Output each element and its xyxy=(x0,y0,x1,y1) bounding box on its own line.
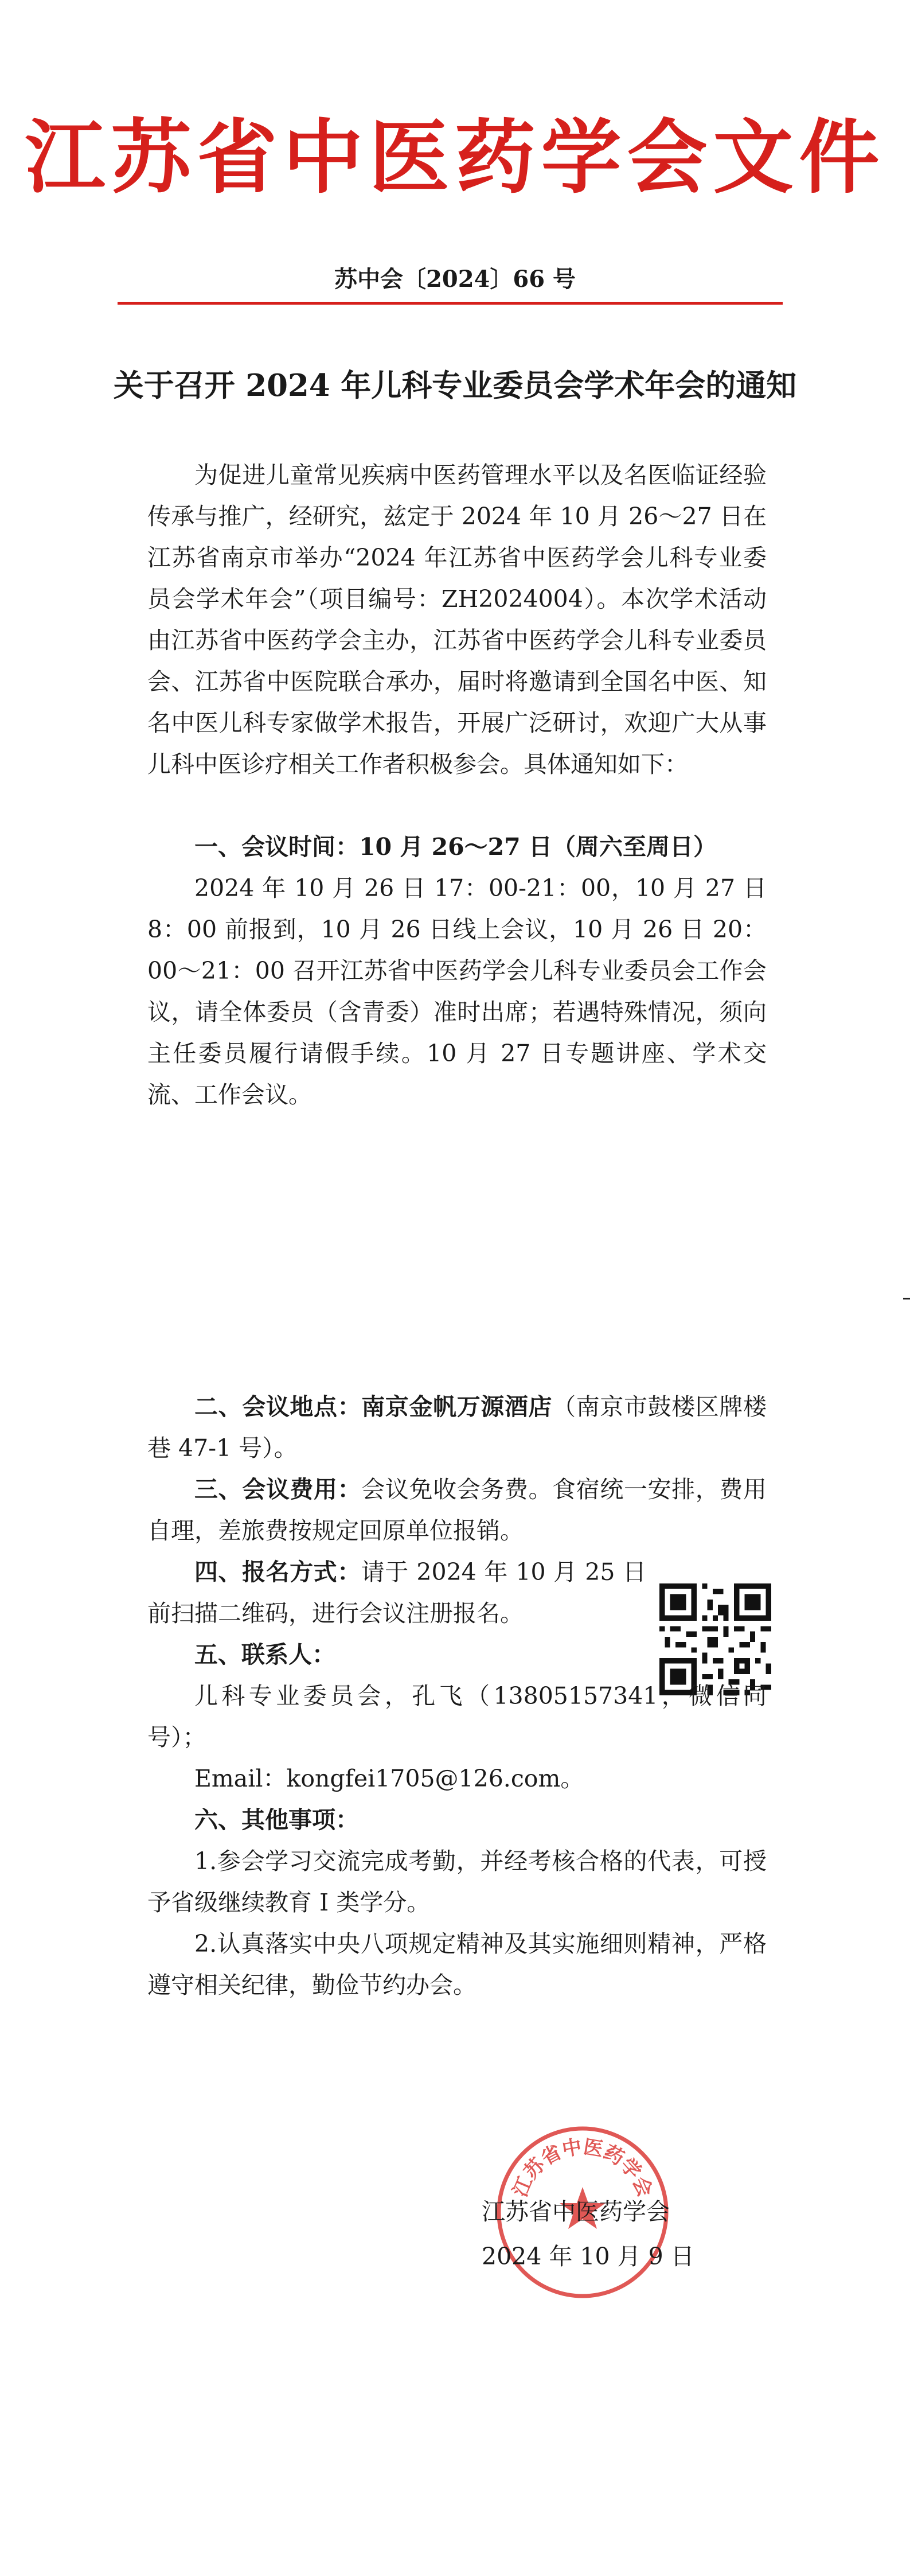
section-fee-heading: 三、会议费用： xyxy=(194,1476,362,1503)
other-item-1: 1.参会学习交流完成考勤，并经考核合格的代表，可授予省级继续教育 I 类学分。 xyxy=(147,1847,767,1916)
seal-text: 江苏省中医药学会 xyxy=(508,2135,657,2201)
section-time-body: 2024 年 10 月 26 日 17：00-21：00，10 月 27 日 8：00 前报到，10 月 26 日线上会议，10 月 26 日 20：00～21：00 召开江苏省中医药学会儿科专业委员会工作会议，请全体委员（含青委）准时出席；若遇特殊情况，须向主任委员履行请假手续。10 月 27 日专题讲座、学术交流、工作会议。 xyxy=(147,874,767,1108)
section-fee-body: 会议免收会务费。食宿统一安排，费用自理，差旅费按规定回原单位报销。 xyxy=(147,1476,767,1544)
intro-paragraph: 为促进儿童常见疾病中医药管理水平以及名医临证经验传承与推广，经研究，兹定于 2024 年 10 月 26～27 日在江苏省南京市举办“2024 年江苏省中医药学会儿科专业委员会学术年会”（项目编号：ZH2024004）。本次学术活动由江苏省中医药学会主办，江苏省中医药学会儿科专业委员会、江苏省中医院联合承办，届时将邀请到全国名中医、知名中医儿科专家做学术报告，开展广泛研讨，欢迎广大从事儿科中医诊疗相关工作者积极参会。具体通知如下： xyxy=(147,461,767,778)
page-divider xyxy=(903,1298,910,1299)
section-register-body: 请于 2024 年 10 月 25 日前扫描二维码，进行会议注册报名。 xyxy=(147,1558,647,1627)
contact-line: 儿科专业委员会，孔飞（13805157341，微信同号）； xyxy=(147,1682,767,1751)
document-number: 苏中会〔2024〕66 号 xyxy=(334,266,576,293)
section-venue-body: （南京市鼓楼区牌楼巷 47-1 号）。 xyxy=(147,1393,767,1462)
section-register xyxy=(147,1551,646,1634)
section-register-heading: 四、报名方式： xyxy=(194,1558,361,1586)
section-fee xyxy=(147,1469,767,1551)
section-venue xyxy=(147,1386,767,1469)
red-divider-rule xyxy=(118,302,783,305)
signature-organization: 江苏省中医药学会 xyxy=(482,2198,670,2225)
section-contact-heading: 五、联系人： xyxy=(194,1641,335,1668)
other-item-2: 2.认真落实中央八项规定精神及其实施细则精神，严格遵守相关纪律，勤俭节约办会。 xyxy=(147,1930,767,1999)
section-other-heading: 六、其他事项： xyxy=(194,1806,359,1834)
notice-title: 关于召开 2024 年儿科专业委员会学术年会的通知 xyxy=(113,368,797,403)
email-line: Email：kongfei1705@126.com。 xyxy=(194,1765,584,1792)
signature-date: 2024 年 10 月 9 日 xyxy=(482,2243,694,2270)
section-time-heading: 一、会议时间：10 月 26～27 日（周六至周日） xyxy=(194,833,717,861)
document-header-title: 江苏省中医药学会文件 xyxy=(25,111,885,205)
section-venue-heading: 二、会议地点：南京金帆万源酒店 xyxy=(194,1393,553,1421)
